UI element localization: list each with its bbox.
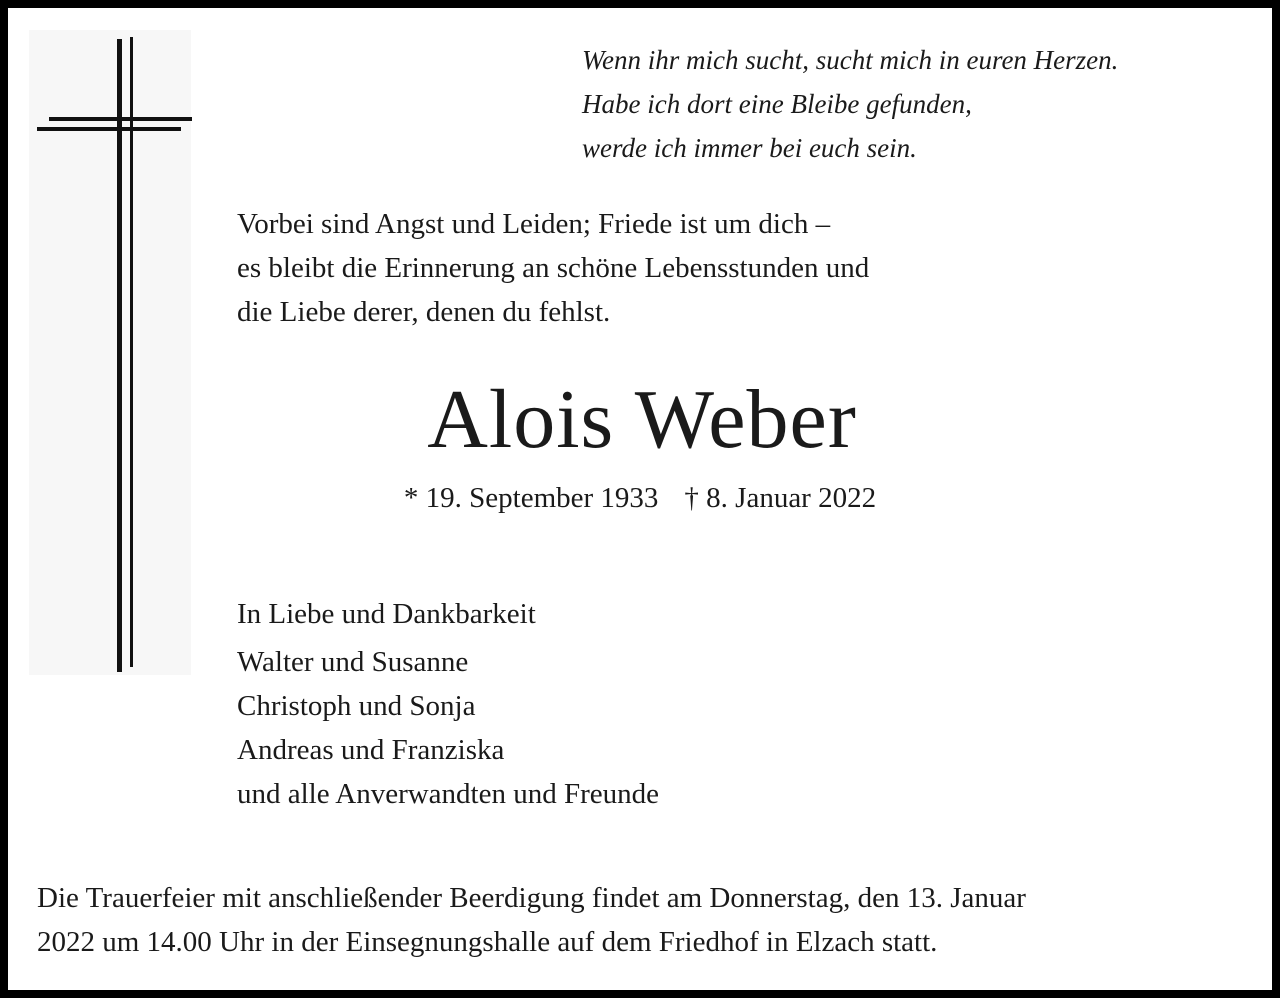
cross-horizontal-bar-upper xyxy=(49,117,192,121)
verse-line: Habe ich dort eine Bleibe gefunden, xyxy=(582,89,972,119)
mourner-entry: und alle Anverwandten und Freunde xyxy=(237,778,660,810)
cross-vertical-bar-thin xyxy=(130,37,133,667)
mourner-entry: Christoph und Sonja xyxy=(237,690,476,722)
intro-line: es bleibt die Erinnerung an schöne Lebensstunden und xyxy=(237,252,870,284)
cross-horizontal-bar-lower xyxy=(37,127,181,131)
deceased-name: Alois Weber xyxy=(427,373,857,466)
verse-quote xyxy=(582,38,1262,170)
mourners-lead: In Liebe und Dankbarkeit xyxy=(237,598,536,630)
birth-date: * 19. September 1933 xyxy=(403,482,659,514)
mourners-list xyxy=(237,640,1137,816)
funeral-announcement xyxy=(37,876,1257,964)
intro-text xyxy=(237,202,1137,334)
funeral-line: Die Trauerfeier mit anschließender Beerdigung findet am Donnerstag, den 13. Januar xyxy=(37,882,1026,914)
intro-line: Vorbei sind Angst und Leiden; Friede ist um dich – xyxy=(237,208,831,240)
death-date: † 8. Januar 2022 xyxy=(684,482,877,514)
verse-line: werde ich immer bei euch sein. xyxy=(582,133,917,163)
mourner-entry: Andreas und Franziska xyxy=(237,734,505,766)
funeral-line: 2022 um 14.00 Uhr in der Einsegnungshalle auf dem Friedhof in Elzach statt. xyxy=(37,926,938,958)
cross-vertical-bar-thick xyxy=(117,39,122,672)
life-dates xyxy=(0,478,1280,518)
mourners-block xyxy=(237,592,1137,816)
intro-line: die Liebe derer, denen du fehlst. xyxy=(237,296,611,328)
mourner-entry: Walter und Susanne xyxy=(237,646,469,678)
verse-line: Wenn ihr mich sucht, sucht mich in euren Herzen. xyxy=(582,45,1119,75)
